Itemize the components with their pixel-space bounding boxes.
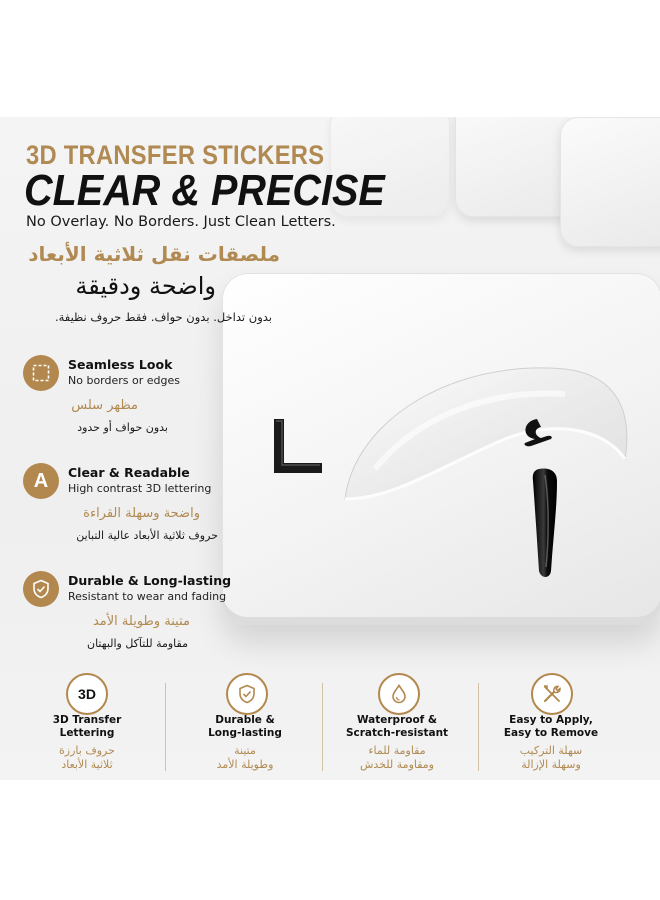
- water-drop-icon: [378, 673, 420, 715]
- feature-arabic-desc: مقاومة للتآكل والبهتان: [87, 637, 188, 650]
- feature-title: Durable & Long-lasting: [68, 573, 232, 588]
- transfer-film-curl: [335, 349, 635, 599]
- feature-arabic-desc: بدون حواف أو حدود: [77, 421, 168, 434]
- bottom-arabic: سهلة التركيب وسهلة الإزالة: [519, 744, 583, 771]
- bottom-title: Durable & Long-lasting: [208, 714, 282, 739]
- arabic-title-2: واضحة ودقيقة: [75, 272, 216, 300]
- dashed-square-icon: [23, 355, 59, 391]
- feature-desc: Resistant to wear and fading: [68, 590, 227, 603]
- latin-letter-sticker: [272, 419, 324, 475]
- feature-arabic-desc: حروف ثلاثية الأبعاد عالية التباين: [76, 529, 218, 542]
- shield-check-icon: [23, 571, 59, 607]
- feature-arabic-title: واضحة وسهلة القراءة: [83, 506, 200, 521]
- arabic-letter-sticker: [505, 409, 585, 579]
- feature-desc: No borders or edges: [68, 374, 180, 387]
- bottom-title: 3D Transfer Lettering: [52, 714, 122, 739]
- bottom-title: Easy to Apply, Easy to Remove: [503, 714, 599, 739]
- tools-icon: [531, 673, 573, 715]
- letter-a-icon: [23, 463, 59, 499]
- bottom-title: Waterproof & Scratch-resistant: [345, 714, 449, 739]
- bottom-arabic: حروف بارزة ثلاثية الأبعاد: [59, 744, 115, 771]
- arabic-title-1: ملصقات نقل ثلاثية الأبعاد: [28, 242, 280, 266]
- feature-arabic-title: متينة وطويلة الأمد: [92, 614, 190, 629]
- 3d-glyph: 3D: [78, 686, 96, 702]
- divider: [165, 683, 166, 771]
- feature-title: Seamless Look: [68, 357, 173, 372]
- feature-arabic-title: مظهر سلس: [71, 398, 138, 413]
- header-kicker: 3D TRANSFER STICKERS: [26, 140, 325, 170]
- header-subtitle: No Overlay. No Borders. Just Clean Letters.: [26, 214, 336, 230]
- background-key: [560, 117, 660, 247]
- arabic-subtitle: بدون تداخل. بدون حواف. فقط حروف نظيفة.: [54, 310, 272, 324]
- header-title: CLEAR & PRECISE: [24, 166, 385, 215]
- feature-title: Clear & Readable: [68, 465, 190, 480]
- letter-a-glyph: A: [33, 469, 49, 492]
- feature-desc: High contrast 3D lettering: [68, 482, 212, 495]
- bottom-arabic: مقاومة للماء ومقاومة للخدش: [359, 744, 434, 771]
- shield-check-icon: [226, 673, 268, 715]
- 3d-icon: [66, 673, 108, 715]
- bottom-arabic: متينة وطويلة الأمد: [216, 744, 274, 771]
